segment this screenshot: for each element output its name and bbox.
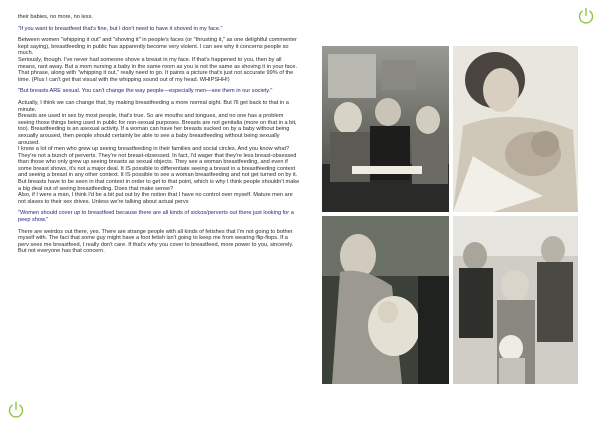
pull-quote-3: "Women should cover up to breastfeed because there are all kinds of sickos/perverts out there just looking for a peep show." <box>18 210 294 224</box>
pull-quote-1: "If you want to breastfeed that's fine, but I don't need to have it shoved in my face." <box>18 25 223 32</box>
paragraph-4: There are weirdos out there, yes. There are strange people with all kinds of fetishes that I'm not going to bother myself with. The fact that some guy might have a foot fetish isn't going to keep me from wearing flip-flops. If a perv sees me breastfeed, I really don't care. If that's why you cover to breastfeed, more power to you, sincerely. But not everyone has that concern. <box>18 228 294 255</box>
paragraph-2: Between women "whipping it out" and "shoving it" in people's faces (or "thrusting it," as one delightful commenter kept saying), breastfeeding in public has apparently become very violent. I can see why it concerns people so much. Seriously, though. I've never had someone shove a breast in my face. If that's happened to you, then by all means, rant away. But a mom nursing a baby in the same room as you is not the same as shoving it in your face. That phrase, along with "whipping it out," really need to go. It paints a picture that's just not accurate 99% of the time. (Plus I can't get that visual with the whipping sound out of my head. WHIPSHH!) <box>18 37 298 83</box>
photo-women-at-table <box>322 46 449 212</box>
paragraph-1: their babies, no more, no less. <box>18 14 93 20</box>
paragraph-3: Actually, I think we can change that, by making breastfeeding a more normal sight. But I'll get back to that in a minute. Breasts are used in sex by most people, that's true. So are mouths and tongues, and no one has a problem seeing those things being used in public for non-sexual purposes. Breasts are not genitalia (more on that in a bit, too). Breastfeeding is an asexual activity. If a woman can have her breasts sucked on by a baby without being sexually aroused, then people should certainly be able to see a baby breastfeeding without being sexually aroused. I know a lot of men who grew up seeing breastfeeding in their families and social circles. And you know what? They're not a bunch of perverts. They're not breast-obsessed. In fact, I'd wager that they're less breast-obsessed than those who only grew up seeing breasts as sexual objects. They see a woman breastfeeding, and even if some breast shows, it's not a major deal. It IS possible to differentiate seeing a breast in a breastfeeding context and seeing a breast in any other context. It IS possible to see a woman breastfeeding and not get turned on by it. But breasts have to be seen in that context in order to get to that point, which is why I think people shouldn't make a big deal out of seeing breastfeeding. Does that make sense? Also, if I were a man, I think I'd be a bit put out by the notion that I have no control over myself. Mature men are not slaves to their sex drives. Unless we're talking about actual pervs <box>18 99 300 205</box>
pull-quote-2: "But breasts ARE sexual. You can't change the way people—especially men—see them in our society." <box>18 88 273 95</box>
photo-smiling-crowd <box>453 216 578 384</box>
photo-mother-nursing <box>453 46 578 212</box>
photo-woman-with-baby <box>322 216 449 384</box>
power-icon <box>576 6 596 26</box>
article-text <box>18 14 300 260</box>
photo-grid <box>322 46 578 384</box>
power-icon <box>6 400 26 420</box>
